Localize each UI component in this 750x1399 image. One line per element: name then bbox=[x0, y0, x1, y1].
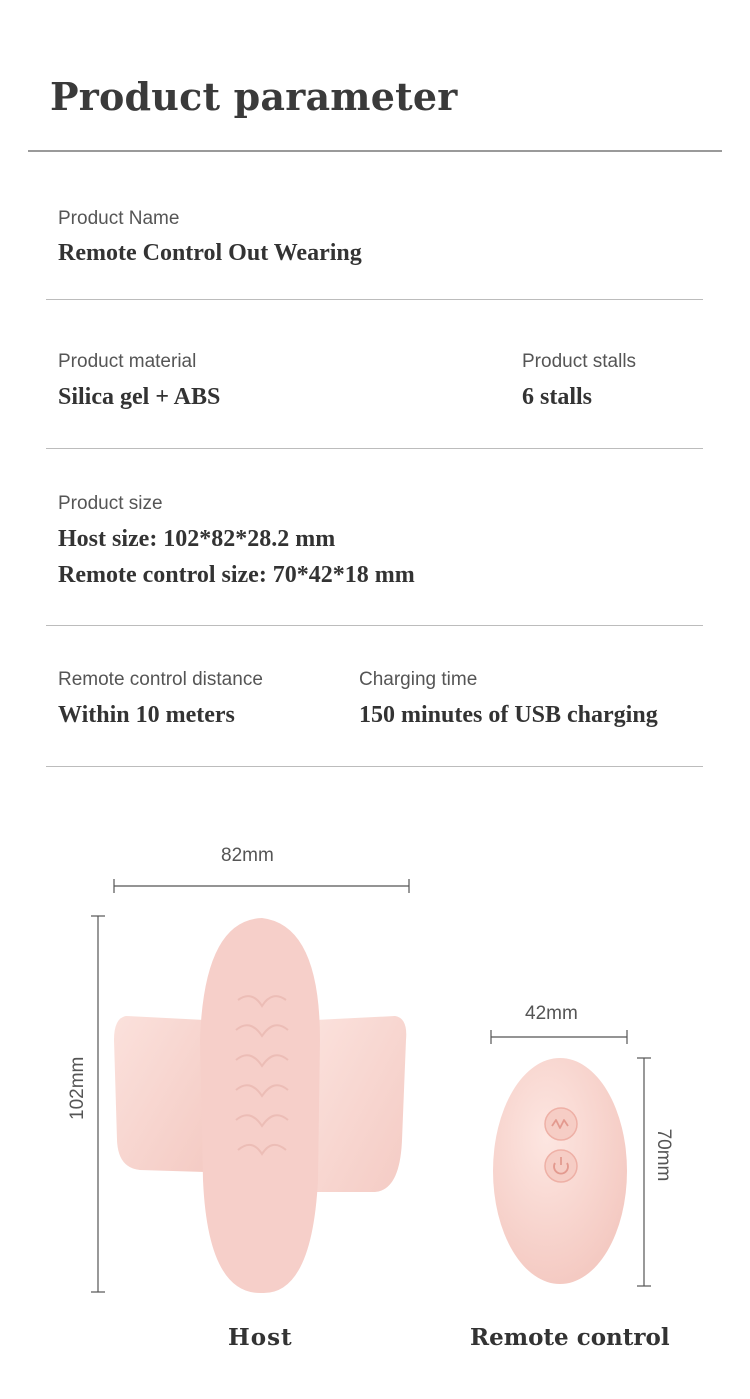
charging-time-label: Charging time bbox=[359, 669, 478, 690]
host-width-dimension-line bbox=[114, 879, 409, 893]
host-height-dimension-line bbox=[91, 916, 105, 1292]
product-stalls-label: Product stalls bbox=[522, 351, 637, 372]
remote-height-dimension-line bbox=[637, 1058, 651, 1286]
vibration-icon bbox=[545, 1108, 577, 1140]
page-title: Product parameter bbox=[50, 74, 458, 119]
product-size-label: Product size bbox=[58, 493, 163, 514]
power-icon bbox=[545, 1150, 577, 1182]
host-caption: Host bbox=[228, 1324, 293, 1351]
product-name-value: Remote Control Out Wearing bbox=[58, 240, 362, 266]
product-material-label: Product material bbox=[58, 351, 197, 372]
charging-time-value: 150 minutes of USB charging bbox=[359, 702, 658, 728]
host-device bbox=[114, 918, 406, 1293]
remote-distance-label: Remote control distance bbox=[58, 669, 263, 690]
host-height-label: 102mm bbox=[67, 1056, 88, 1120]
host-size-value: Host size: 102*82*28.2 mm bbox=[58, 526, 336, 552]
product-name-label: Product Name bbox=[58, 208, 180, 229]
product-material-value: Silica gel + ABS bbox=[58, 384, 221, 410]
remote-width-dimension-line bbox=[491, 1030, 627, 1044]
remote-distance-value: Within 10 meters bbox=[58, 702, 235, 728]
product-stalls-value: 6 stalls bbox=[522, 384, 593, 410]
remote-caption: Remote control bbox=[470, 1324, 670, 1351]
remote-size-value: Remote control size: 70*42*18 mm bbox=[58, 562, 415, 588]
host-width-label: 82mm bbox=[221, 845, 274, 866]
remote-height-label: 70mm bbox=[653, 1128, 674, 1182]
remote-width-label: 42mm bbox=[525, 1003, 578, 1024]
